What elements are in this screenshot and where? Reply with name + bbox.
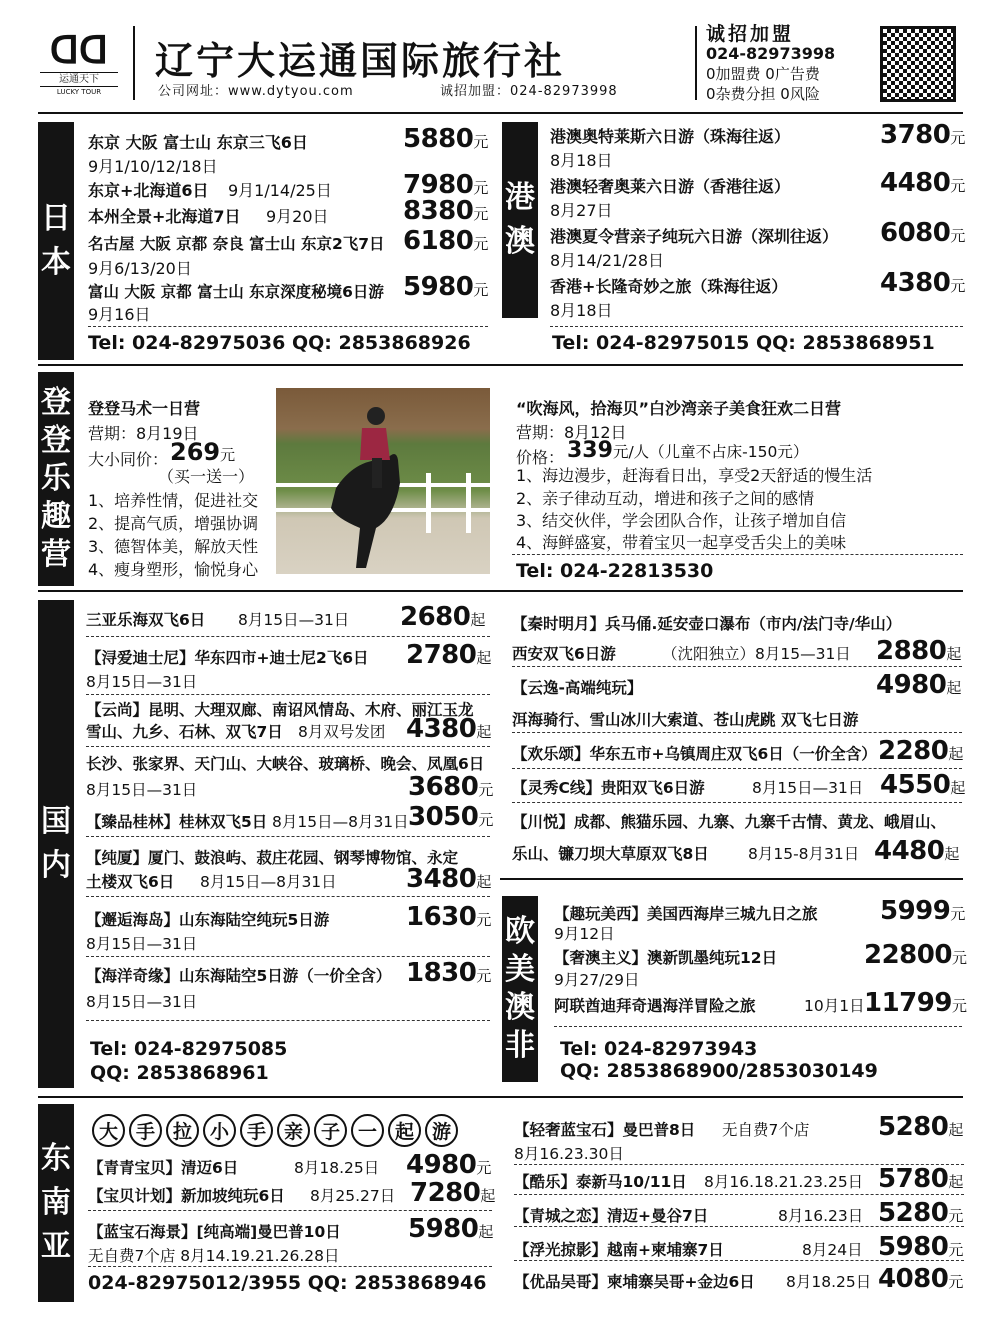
- horse-camp-point: 2、提高气质，增强协调: [88, 514, 259, 533]
- tour-price: 1630元: [406, 902, 491, 932]
- tour-price: 5880元: [403, 124, 488, 154]
- divider: [38, 112, 963, 114]
- divider: [88, 326, 488, 327]
- tour-price: 4550起: [880, 770, 965, 800]
- divider: [512, 554, 963, 555]
- tour-date: 8月25.27日: [310, 1187, 396, 1205]
- tour-name[interactable]: 西安双飞6日游: [512, 645, 616, 663]
- tour-date: 8月16.23日: [778, 1207, 864, 1225]
- beach-camp-price: 339元/人（儿童不占床-150元）: [567, 438, 809, 463]
- tour-date: 8月24日: [802, 1241, 863, 1259]
- logo-text: 运通天下: [40, 72, 118, 87]
- horse-camp-note: （买一送一）: [158, 467, 255, 486]
- join-title: 诚招加盟: [706, 23, 795, 45]
- tour-name[interactable]: 【蓝宝石海景】[纯高端]曼巴普10日: [88, 1223, 341, 1241]
- tour-name[interactable]: 洱海骑行、雪山冰川大索道、苍山虎跳 双飞七日游: [512, 711, 859, 729]
- tour-name[interactable]: 港澳夏令营亲子纯玩六日游（深圳往返）: [550, 227, 839, 246]
- tour-name[interactable]: 【川悦】成都、熊猫乐园、九寨、九寨千古情、黄龙、峨眉山、: [512, 813, 947, 831]
- beach-camp-title[interactable]: “吹海风，拾海贝”白沙湾亲子美食狂欢二日营: [516, 399, 842, 418]
- tour-price: 6180元: [403, 226, 488, 256]
- tour-name[interactable]: 东京+北海道6日: [88, 181, 209, 200]
- beach-camp-point: 3、结交伙伴，学会团队合作，让孩子增加自信: [516, 511, 847, 530]
- beach-camp-point: 1、海边漫步，赶海看日出，享受2天舒适的慢生活: [516, 466, 873, 485]
- tour-price: 3680元: [408, 772, 493, 802]
- tour-price: 4080元: [878, 1264, 963, 1294]
- tour-name[interactable]: 【浔爱迪士尼】华东四市+迪士尼2飞6日: [86, 649, 369, 667]
- join-phone: 024-82973998: [706, 44, 836, 63]
- tour-price: 5999元: [880, 896, 965, 926]
- tour-name[interactable]: 【臻品桂林】桂林双飞5日: [86, 813, 268, 831]
- tour-date: 8月18.25日: [786, 1273, 872, 1291]
- tour-price: 8380元: [403, 196, 488, 226]
- tour-price: 4380起: [406, 714, 491, 744]
- tour-price: 1830元: [406, 958, 491, 988]
- tour-price: 7980元: [403, 170, 488, 200]
- slogan: 大 手 拉 小 手 亲 子 一 起 游: [92, 1114, 462, 1147]
- tour-date: 8月15日—8月31日: [200, 873, 337, 891]
- tour-price: 2880起: [876, 636, 961, 666]
- divider: [500, 878, 963, 880]
- company-join-line: 诚招加盟：024-82973998: [440, 84, 618, 99]
- tour-price: 4980元: [406, 1150, 491, 1180]
- divider: [38, 364, 963, 366]
- tour-date: 无自费7个店 8月14.19.21.26.28日: [88, 1247, 340, 1265]
- tour-price: 5280起: [878, 1112, 963, 1142]
- beach-camp-price-label: 价格：: [516, 448, 565, 467]
- tour-name[interactable]: 港澳奥特莱斯六日游（珠海往返）: [550, 127, 791, 146]
- tour-date: 8月18.25日: [294, 1159, 380, 1177]
- tour-price: 4380元: [880, 268, 965, 298]
- tour-price: 5980元: [403, 272, 488, 302]
- tour-name[interactable]: 【秦时明月】兵马俑.延安壶口瀑布（市内/法门寺/华山）: [512, 615, 902, 633]
- tour-date: 8月27日: [550, 201, 613, 220]
- tour-name[interactable]: 港澳轻奢奥莱六日游（香港往返）: [550, 177, 791, 196]
- section-label-hkmo: 港 澳: [502, 122, 538, 318]
- tour-price: 5980元: [878, 1232, 963, 1262]
- beach-camp-period: 营期：8月12日: [516, 423, 627, 442]
- tour-name[interactable]: 雪山、九乡、石林、双飞7日: [86, 723, 283, 741]
- tour-date: 8月18日: [550, 301, 613, 320]
- join-line-2: 0杂费分担 0风险: [706, 85, 820, 103]
- tour-price: 11799元: [864, 988, 967, 1018]
- logo-sub: LUCKY TOUR: [56, 88, 102, 96]
- tour-name[interactable]: 【云逸-高端纯玩】: [512, 679, 643, 697]
- tour-date: 8月18日: [550, 151, 613, 170]
- contact-domestic[interactable]: Tel: 024-82975085: [90, 1038, 288, 1060]
- tour-price: 3050元: [408, 802, 493, 832]
- join-line-1: 0加盟费 0广告费: [706, 65, 820, 83]
- contact-camp[interactable]: Tel: 024-22813530: [516, 560, 714, 582]
- tour-name[interactable]: 【灵秀C线】贵阳双飞6日游: [512, 779, 705, 797]
- tour-date: 10月1日: [804, 997, 865, 1015]
- southeast-right-list: [514, 1106, 964, 1302]
- tour-name[interactable]: 长沙、张家界、天门山、大峡谷、玻璃桥、晚会、凤凰6日: [86, 755, 485, 773]
- section-label-domestic: 国 内: [38, 600, 74, 1088]
- tour-date: 8月15-8月31日: [748, 845, 860, 863]
- tour-price: 2680起: [400, 602, 485, 632]
- divider: [38, 1096, 963, 1098]
- tour-date: 8月15日—31日: [86, 993, 198, 1011]
- divider: [38, 590, 963, 592]
- southeast-left-list: [88, 1150, 498, 1300]
- tour-name[interactable]: 【青城之恋】清迈+曼谷7日: [514, 1207, 709, 1225]
- tour-date: 9月1/14/25日: [228, 181, 332, 200]
- tour-name[interactable]: 【纯厦】厦门、鼓浪屿、菽庄花园、钢琴博物馆、永定: [86, 849, 459, 867]
- tour-price: 4480起: [874, 836, 959, 866]
- horse-camp-point: 4、瘦身塑形，愉悦身心: [88, 560, 259, 579]
- contact-southeast-asia[interactable]: 024-82975012/3955 QQ: 2853868946: [88, 1272, 487, 1294]
- logo: ᗡᗡ 运通天下 LUCKY TOUR: [40, 28, 118, 98]
- tour-price: 5780起: [878, 1164, 963, 1194]
- tour-name[interactable]: 【海洋奇缘】山东海陆空5日游（一价全含）: [86, 967, 392, 985]
- tour-name[interactable]: 阿联酋迪拜奇遇海洋冒险之旅: [554, 997, 756, 1015]
- section-label-camp: 登 登 乐 趣 营: [38, 372, 74, 586]
- tour-price: 3780元: [880, 120, 965, 150]
- tour-price: 7280起: [410, 1178, 495, 1208]
- tour-date: 8月16.18.21.23.25日: [704, 1173, 864, 1191]
- domestic-left-list: [86, 600, 496, 1084]
- tour-name[interactable]: 【奢澳主义】澳新凯墨纯玩12日: [554, 949, 778, 967]
- tour-name[interactable]: 【宝贝计划】新加坡纯玩6日: [88, 1187, 285, 1205]
- tour-date: 8月15日—31日: [86, 935, 198, 953]
- tour-name[interactable]: 【趣玩美西】美国西海岸三城九日之旅: [554, 905, 818, 923]
- contact-domestic-qq[interactable]: QQ: 2853868961: [90, 1062, 269, 1084]
- west-list: [554, 896, 967, 1086]
- tour-name[interactable]: 【云尚】昆明、大理双廊、南诏风情岛、木府、丽江玉龙: [86, 701, 474, 719]
- tour-name[interactable]: 【邂逅海岛】山东海陆空纯玩5日游: [86, 911, 330, 929]
- tour-name[interactable]: 【优品吴哥】柬埔寨吴哥+金边6日: [514, 1273, 755, 1291]
- tour-name[interactable]: 香港+长隆奇妙之旅（珠海往返）: [550, 277, 788, 296]
- domestic-right-list: [512, 600, 964, 870]
- horse-camp-point: 3、德智体美，解放天性: [88, 537, 259, 556]
- tour-date: （沈阳独立）8月15—31日: [662, 645, 851, 663]
- divider: [550, 326, 963, 327]
- tour-date: 9月1/10/12/18日: [88, 157, 218, 176]
- tour-price: 2780起: [406, 640, 491, 670]
- tour-name[interactable]: 富山 大阪 京都 富士山 东京深度秘境6日游: [88, 283, 384, 301]
- beach-camp-point: 4、海鲜盛宴，带着宝贝一起享受舌尖上的美味: [516, 533, 847, 552]
- section-label-japan: 日 本: [38, 122, 74, 360]
- tour-price: 3480起: [406, 864, 491, 894]
- beach-camp-point: 2、亲子律动互动，增进和孩子之间的感情: [516, 489, 815, 508]
- horse-camp-title[interactable]: 登登马术一日营: [88, 399, 201, 418]
- tour-date: 8月15日—31日: [238, 611, 350, 629]
- tour-price: 4480元: [880, 168, 965, 198]
- tour-price: 4980起: [876, 670, 961, 700]
- tour-date: 9月20日: [266, 207, 329, 226]
- tour-name[interactable]: 东京 大阪 富士山 东京三飞6日: [88, 133, 308, 152]
- contact-west-qq[interactable]: QQ: 2853868900/2853030149: [560, 1060, 878, 1082]
- tour-name[interactable]: 乐山、镰刀坝大草原双飞8日: [512, 845, 709, 863]
- section-label-southeast-asia: 东 南 亚: [38, 1104, 74, 1302]
- tour-date: 8月15日—31日: [752, 779, 864, 797]
- horse-camp-point: 1、培养性情，促进社交: [88, 491, 259, 510]
- tour-name[interactable]: 名古屋 大阪 京都 奈良 富士山 东京2飞7日: [88, 235, 385, 253]
- tour-name[interactable]: 【轻奢蓝宝石】曼巴普8日: [514, 1121, 696, 1139]
- tour-price: 6080元: [880, 218, 965, 248]
- tour-date: 8月14/21/28日: [550, 251, 665, 270]
- horse-camp-price-label: 大小同价：: [88, 450, 169, 469]
- tour-name[interactable]: 【浮光掠影】越南+柬埔寨7日: [514, 1241, 724, 1259]
- tour-date: 9月6/13/20日: [88, 259, 192, 278]
- section-label-west: 欧 美 澳 非: [502, 896, 538, 1082]
- tour-price: 2280起: [878, 736, 963, 766]
- tour-price: 22800元: [864, 940, 967, 970]
- tour-price: 5980起: [408, 1214, 493, 1244]
- contact-west[interactable]: Tel: 024-82973943: [560, 1038, 758, 1060]
- company-name: 辽宁大运通国际旅行社: [155, 38, 566, 83]
- tour-date: 8月双号发团: [298, 723, 386, 741]
- tour-name[interactable]: 【青青宝贝】清迈6日: [88, 1159, 239, 1177]
- divider: [133, 26, 135, 100]
- tour-name[interactable]: 【欢乐颂】华东五市+乌镇周庄双飞6日（一价全含）: [512, 745, 877, 763]
- divider: [695, 26, 697, 100]
- tour-note: 无自费7个店: [722, 1121, 810, 1139]
- company-site[interactable]: 公司网址：www.dytyou.com: [158, 84, 354, 99]
- horse-camp-period: 营期：8月19日: [88, 424, 199, 443]
- tour-date: 8月16.23.30日: [514, 1145, 624, 1163]
- tour-date: 9月16日: [88, 305, 151, 324]
- tour-name[interactable]: 三亚乐海双飞6日: [86, 611, 206, 629]
- contact-hkmo[interactable]: Tel: 024-82975015 QQ: 2853868951: [552, 332, 935, 354]
- tour-date: 9月12日: [554, 925, 615, 943]
- contact-japan[interactable]: Tel: 024-82975036 QQ: 2853868926: [88, 332, 471, 354]
- tour-date: 8月15日—31日: [86, 781, 198, 799]
- tour-date: 8月15日—31日: [86, 673, 198, 691]
- horse-riding-photo: [276, 388, 490, 574]
- tour-price: 5280元: [878, 1198, 963, 1228]
- tour-name[interactable]: 【酷乐】泰新马10/11日: [514, 1173, 687, 1191]
- qr-code-icon: [880, 26, 956, 102]
- tour-date: 9月27/29日: [554, 971, 640, 989]
- tour-name[interactable]: 本州全景+北海道7日: [88, 207, 241, 226]
- horse-camp-price: 269元: [170, 438, 236, 466]
- tour-name[interactable]: 土楼双飞6日: [86, 873, 175, 891]
- tour-date: 8月15日—8月31日: [272, 813, 409, 831]
